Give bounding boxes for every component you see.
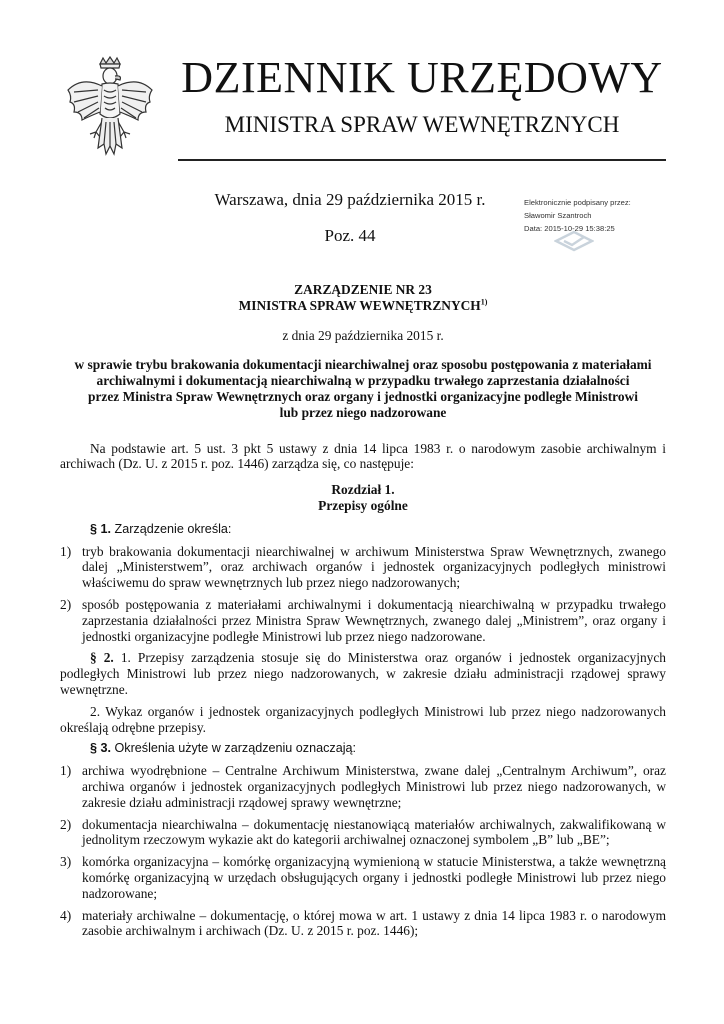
paragraph-label: § 3. [90, 741, 112, 756]
list-item-text: dokumentacja niearchiwalna – dokumentację niestanowiącą materiałów archiwalnych, zakwalifikowaną w jednolitym rzeczowym wykazie akt do kategorii archiwalnej oznaczonej symbolem „B” lub „BE”; [82, 816, 666, 848]
chapter-title: Rozdział 1. [331, 482, 395, 498]
chapter-subtitle: Przepisy ogólne [318, 497, 408, 513]
electronic-signature [524, 196, 714, 235]
footnote-marker: 1) [480, 297, 488, 307]
signature-date: Data: 2015-10-29 15:38:25 [524, 224, 615, 233]
list-item-number: 3) [60, 854, 72, 870]
journal-subtitle: MINISTRA SPRAW WEWNĘTRZNYCH [224, 112, 620, 137]
list-item [60, 544, 666, 591]
paragraph-2-item-2: 2. Wykaz organów i jednostek organizacyjnych podległych Ministrowi lub przez niego nadzorowanych określają odrębne przepisy. [60, 703, 666, 735]
place-and-date: Warszawa, dnia 29 października 2015 r. [214, 190, 486, 209]
subject-line: przez Ministra Spraw Wewnętrznych oraz organy i jednostki organizacyjne podległe Ministrowi [88, 388, 638, 404]
list-item-text: sposób postępowania z materiałami archiwalnymi i dokumentacją niearchiwalną w przypadku trwałego zaprzestania działalności przez Ministra Spraw Wewnętrznych, zwanego dalej „Ministrem”, oraz organy i jednostki organizacyjne podległe Ministrowi lub przez niego nadzorowane. [82, 596, 666, 644]
list-item-number: 1) [60, 763, 72, 779]
paragraph-text: 1. Przepisy zarządzenia stosuje się do Ministerstwa oraz organów i jednostek organizacyjnych podległych Ministrowi lub przez niego nadzorowanych, w zakresie działu administracji rządowej sprawy wewnętrzne. [60, 650, 667, 697]
list-item [60, 854, 666, 901]
paragraph-label: § 1. [90, 521, 112, 536]
subject-line: archiwalnymi i dokumentacją niearchiwalną w przypadku trwałego zaprzestania działalności [96, 373, 630, 389]
list-item-number: 2) [60, 816, 72, 832]
paragraph-1 [60, 522, 666, 538]
list-item [60, 908, 666, 940]
signature-signer: Sławomir Szantroch [524, 211, 592, 220]
ordinance-title-line2 [60, 298, 666, 314]
list-item-text: komórka organizacyjna – komórkę organizacyjną wymienioną w statucie Ministerstwa, a także wewnętrzną komórkę organizacyjną w urzędach obsługujących organy i jednostki podległe Ministrowi lub przez niego nadzorowane; [82, 854, 666, 901]
polish-eagle-emblem-icon [62, 56, 158, 168]
ordinance-subject [60, 357, 666, 420]
ordinance-issuer: MINISTRA SPRAW WEWNĘTRZNYCH [238, 297, 481, 313]
paragraph-label: § 2. [90, 650, 114, 666]
list-item-number: 4) [60, 907, 72, 923]
subject-line: lub przez niego nadzorowane [279, 404, 447, 420]
list-item-text: tryb brakowania dokumentacji niearchiwalnej w archiwum Ministerstwa Spraw Wewnętrznych, zwanego dalej „Ministerstwem”, oraz archiwach organów i jednostek organizacyjnych podległych ministrowi właściwemu do spraw wewnętrznych lub przez niego nadzorowanych; [82, 543, 666, 591]
list-item-number: 2) [60, 596, 72, 612]
list-item [60, 597, 666, 644]
ordinance-title-line1: ZARZĄDZENIE NR 23 [294, 282, 432, 297]
list-item [60, 817, 666, 849]
ordinance-date: z dnia 29 października 2015 r. [282, 327, 444, 343]
subject-line: w sprawie trybu brakowania dokumentacji niearchiwalnej oraz sposobu postępowania z materiałami [74, 357, 652, 373]
paragraph-3 [60, 741, 666, 757]
list-item [60, 763, 666, 810]
list-item-text: materiały archiwalne – dokumentację, o której mowa w art. 1 ustawy z dnia 14 lipca 1983 r. o narodowym zasobie archiwalnym i archiwach (Dz. U. z 2015 r. poz. 1446); [82, 907, 666, 939]
paragraph-text: Zarządzenie określa: [111, 521, 232, 536]
signature-check-icon [554, 230, 594, 252]
list-item-number: 1) [60, 543, 72, 559]
paragraph-2 [60, 650, 666, 697]
list-item-text: archiwa wyodrębnione – Centralne Archiwum Ministerstwa, zwane dalej „Centralnym Archiwum”, oraz archiwa organów i jednostek organizacyjnych podległych Ministrowi lub przez niego nadzorowanych, w zakresie działu administracji rządowej sprawy wewnętrzne; [82, 763, 666, 810]
preamble: Na podstawie art. 5 ust. 3 pkt 5 ustawy z dnia 14 lipca 1983 r. o narodowym zasobie archiwalnym i archiwach (Dz. U. z 2015 r. poz. 1446) zarządza się, co następuje: [60, 440, 666, 472]
position-number: Poz. 44 [324, 226, 376, 245]
paragraph-text: Określenia użyte w zarządzeniu oznaczają: [111, 741, 357, 756]
document-body [60, 282, 666, 939]
header-divider [178, 159, 666, 161]
journal-title: DZIENNIK URZĘDOWY [181, 53, 663, 102]
signature-label: Elektronicznie podpisany przez: [524, 198, 631, 207]
